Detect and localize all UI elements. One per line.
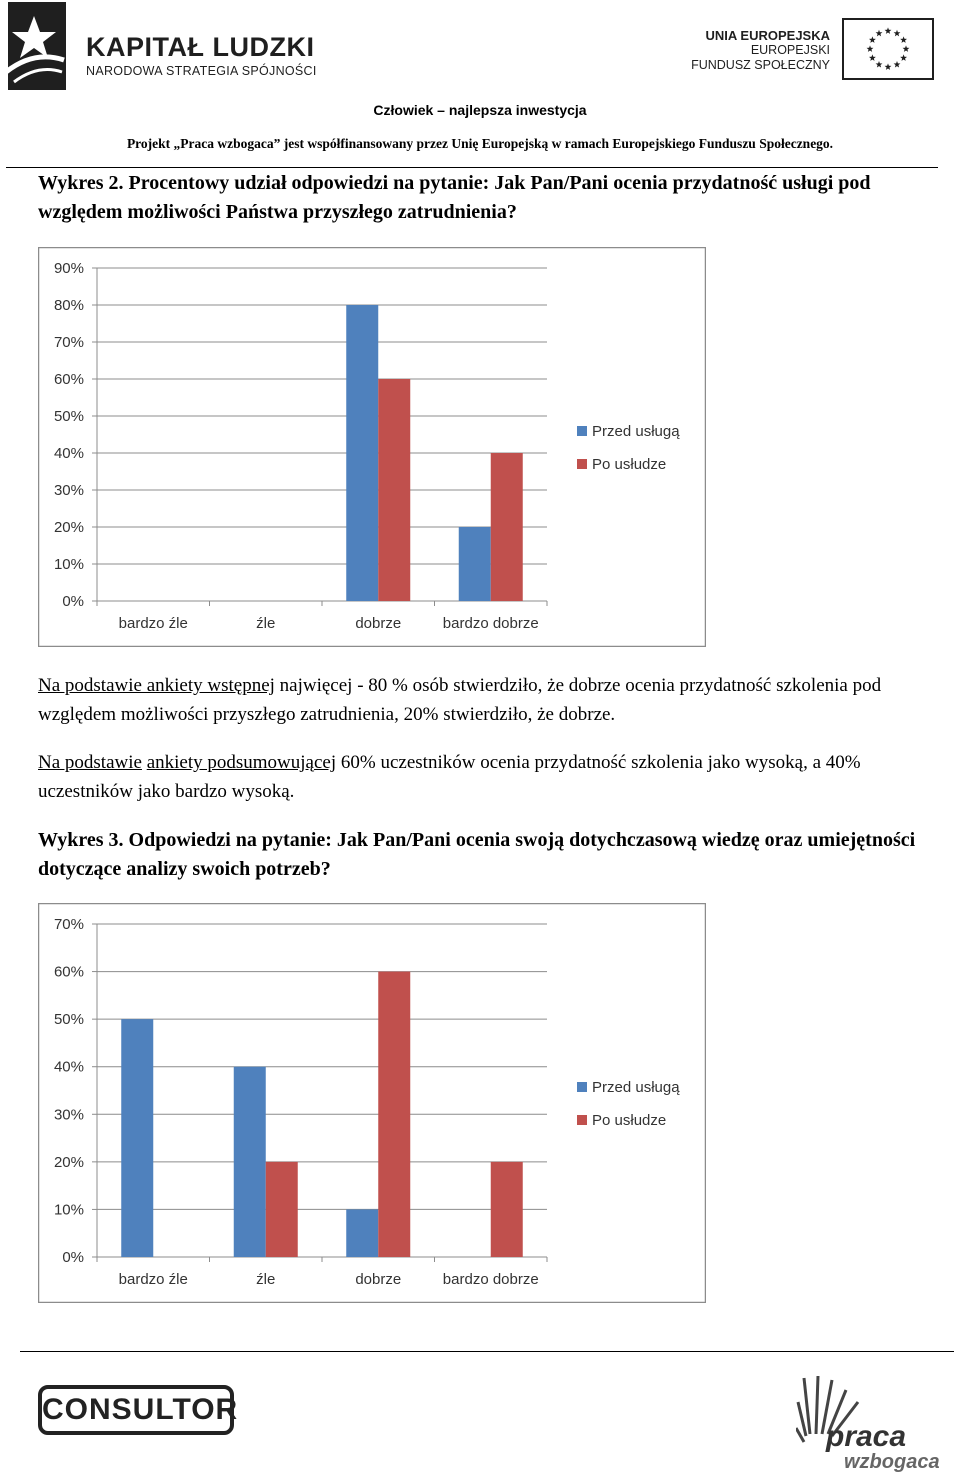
footer-divider xyxy=(20,1351,954,1352)
bar-po-2 xyxy=(378,972,410,1257)
underlined-phrase-1: Na podstawie xyxy=(38,752,142,773)
legend-label: Po usłudze xyxy=(592,1112,667,1129)
y-tick-label: 10% xyxy=(53,556,84,573)
kapital-ludzki-logo-icon xyxy=(4,2,66,90)
chart-wykres-2-svg xyxy=(38,247,706,647)
chart2-heading: Wykres 2. Procentowy udział odpowiedzi na pytanie: Jak Pan/Pani ocenia przydatność usługi pod względem możliwości Państwa przyszłego zatrudnienia? xyxy=(38,172,871,223)
y-tick-label: 60% xyxy=(53,371,84,388)
x-tick-label: dobrze xyxy=(355,615,402,632)
y-tick-label: 40% xyxy=(53,1058,84,1076)
x-tick-label: dobrze xyxy=(355,1271,402,1288)
eu-line-2: EUROPEJSKI xyxy=(750,43,830,57)
kapital-ludzki-title: KAPITAŁ LUDZKI xyxy=(86,32,315,62)
bar-przed-1 xyxy=(234,1067,266,1257)
consultor-logo: CONSULTOR xyxy=(38,1385,234,1435)
eu-flag-icon xyxy=(842,18,934,80)
y-tick-label: 50% xyxy=(53,408,84,425)
y-tick-label: 70% xyxy=(53,334,84,351)
y-tick-label: 10% xyxy=(53,1201,84,1219)
y-tick-label: 20% xyxy=(53,1153,84,1171)
legend-swatch xyxy=(577,1115,587,1125)
bar-przed-2 xyxy=(346,1209,378,1257)
paragraph-text: najwięcej - 80 % osób stwierdziło, że dobrze ocenia przydatność szkolenia pod względem możliwości przyszłego zatrudnienia, 20% stwierdziło, że dobrze. xyxy=(38,675,882,725)
x-tick-label: bardzo źle xyxy=(118,615,188,632)
bar-po-3 xyxy=(491,1162,523,1257)
y-tick-label: 60% xyxy=(53,963,84,981)
header-divider xyxy=(6,167,938,168)
chart3-heading: Wykres 3. Odpowiedzi na pytanie: Jak Pan/Pani ocenia swoją dotychczasową wiedzę oraz umiejętności dotyczące analizy swoich potrzeb? xyxy=(38,829,916,880)
bar-przed-0 xyxy=(121,1019,153,1257)
bar-przed-2 xyxy=(346,305,378,601)
legend-label: Przed usługą xyxy=(592,1079,680,1096)
y-tick-label: 90% xyxy=(53,260,84,277)
paragraph-text: 60% uczestników ocenia przydatność szkolenia jako wysoką, a 40% uczestników jako bardzo wysoką. xyxy=(38,752,861,802)
wzbogaca-text: wzbogaca xyxy=(844,1451,940,1472)
header-project-note: Projekt „Praca wzbogaca” jest współfinansowany przez Unię Europejską w ramach Europejskiego Funduszu Społecznego. xyxy=(126,136,834,151)
bar-po-1 xyxy=(266,1162,298,1257)
x-tick-label: źle xyxy=(256,615,276,632)
x-tick-label: bardzo dobrze xyxy=(442,1271,539,1288)
y-tick-label: 70% xyxy=(53,916,84,933)
praca-wzbogaca-logo xyxy=(796,1372,956,1472)
y-tick-label: 30% xyxy=(53,1106,84,1124)
y-tick-label: 40% xyxy=(53,445,84,462)
bar-po-3 xyxy=(491,453,523,601)
y-tick-label: 30% xyxy=(53,482,84,499)
y-tick-label: 20% xyxy=(53,519,84,536)
bar-przed-3 xyxy=(459,527,491,601)
y-tick-label: 80% xyxy=(53,297,84,314)
praca-text: praca xyxy=(826,1420,907,1453)
eu-line-1: UNIA EUROPEJSKA xyxy=(705,28,830,43)
chart-wykres-2 xyxy=(38,247,706,647)
legend-label: Po usłudze xyxy=(592,456,667,473)
y-tick-label: 50% xyxy=(53,1011,84,1029)
y-tick-label: 0% xyxy=(62,593,84,610)
paragraph-final-survey xyxy=(38,748,938,806)
kapital-ludzki-logo-text xyxy=(86,34,317,78)
kapital-ludzki-subtitle: NARODOWA STRATEGIA SPÓJNOŚCI xyxy=(86,64,317,78)
underlined-phrase-2: ankiety podsumowującej xyxy=(146,752,337,773)
legend-swatch xyxy=(577,426,587,436)
bar-po-2 xyxy=(378,379,410,601)
legend-swatch xyxy=(577,459,587,469)
eu-logo-text xyxy=(691,28,830,73)
legend-label: Przed usługą xyxy=(592,423,680,440)
eu-line-3: FUNDUSZ SPOŁECZNY xyxy=(691,58,830,72)
underlined-phrase: Na podstawie ankiety wstępnej xyxy=(38,675,275,696)
chart-wykres-3 xyxy=(38,903,706,1303)
chart-wykres-3-svg xyxy=(38,903,706,1303)
x-tick-label: bardzo źle xyxy=(118,1271,188,1288)
y-tick-label: 0% xyxy=(62,1249,84,1266)
legend-swatch xyxy=(577,1082,587,1092)
x-tick-label: bardzo dobrze xyxy=(442,615,539,632)
x-tick-label: źle xyxy=(256,1271,276,1288)
header-motto: Człowiek – najlepsza inwestycja xyxy=(373,102,587,118)
paragraph-initial-survey xyxy=(38,671,938,729)
